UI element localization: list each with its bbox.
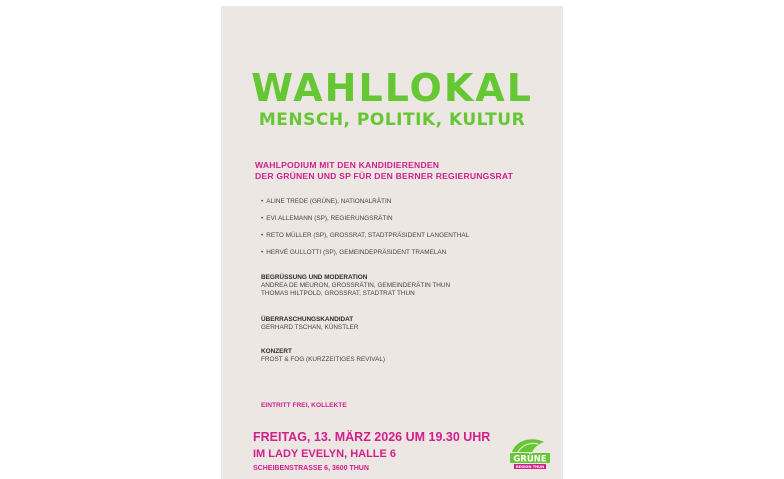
event-address: SCHEIBENSTRASSE 6, 3600 THUN [253, 465, 369, 472]
bullet-icon: • [261, 249, 264, 256]
event-date: FREITAG, 13. MÄRZ 2026 UM 19.30 UHR [253, 430, 491, 444]
bullet-icon: • [261, 198, 264, 205]
logo-subtext: REGION THUN [515, 465, 545, 469]
event-poster [221, 6, 563, 479]
candidate-item [261, 215, 541, 232]
intro-line: WAHLPODIUM MIT DEN KANDIDIERENDEN [255, 160, 440, 170]
bullet-icon: • [261, 232, 264, 239]
logo-leaf [512, 439, 544, 452]
logo-text: GRÜNE [513, 454, 547, 465]
bullet-icon: • [261, 215, 264, 222]
podium-intro [255, 160, 545, 182]
candidate-name: ALINE TREDE (GRÜNE), NATIONALRÄTIN [266, 198, 392, 205]
section-heading: KONZERT [261, 348, 292, 355]
surprise-section [261, 316, 541, 332]
candidate-list [261, 198, 541, 266]
section-heading: BEGRÜSSUNG UND MODERATION [261, 274, 368, 281]
candidate-item [261, 232, 541, 249]
section-line: GERHARD TSCHAN, KÜNSTLER [261, 324, 359, 331]
candidate-item [261, 249, 541, 266]
candidate-item [261, 198, 541, 215]
poster-subtitle: MENSCH, POLITIK, KULTUR [258, 110, 526, 130]
candidate-name: EVI ALLEMANN (SP), REGIERUNGSRÄTIN [266, 215, 393, 222]
concert-section [261, 348, 541, 364]
gruene-logo-icon [504, 434, 554, 474]
section-line: THOMAS HILTPOLD, GROSSRAT, STADTRAT THUN [261, 290, 415, 297]
section-heading: ÜBERRASCHUNGSKANDIDAT [261, 316, 354, 323]
entry-info: EINTRITT FREI, KOLLEKTE [261, 402, 347, 409]
greeting-section [261, 274, 541, 298]
poster-title: WAHLLOKAL [251, 66, 533, 110]
event-venue: IM LADY EVELYN, HALLE 6 [253, 448, 397, 460]
section-line: FROST & FOG (KURZZEITIGES REVIVAL) [261, 356, 386, 363]
candidate-name: RETO MÜLLER (SP), GROSSRAT, STADTPRÄSIDENT LANGENTHAL [266, 232, 470, 239]
section-line: ANDREA DE MEURON, GROSSRÄTIN, GEMEINDERÄTIN THUN [261, 282, 451, 289]
intro-line: DER GRÜNEN UND SP FÜR DEN BERNER REGIERUNGSRAT [255, 171, 514, 181]
candidate-name: HERVÉ GULLOTTI (SP), GEMEINDEPRÄSIDENT TRAMELAN [266, 249, 447, 256]
